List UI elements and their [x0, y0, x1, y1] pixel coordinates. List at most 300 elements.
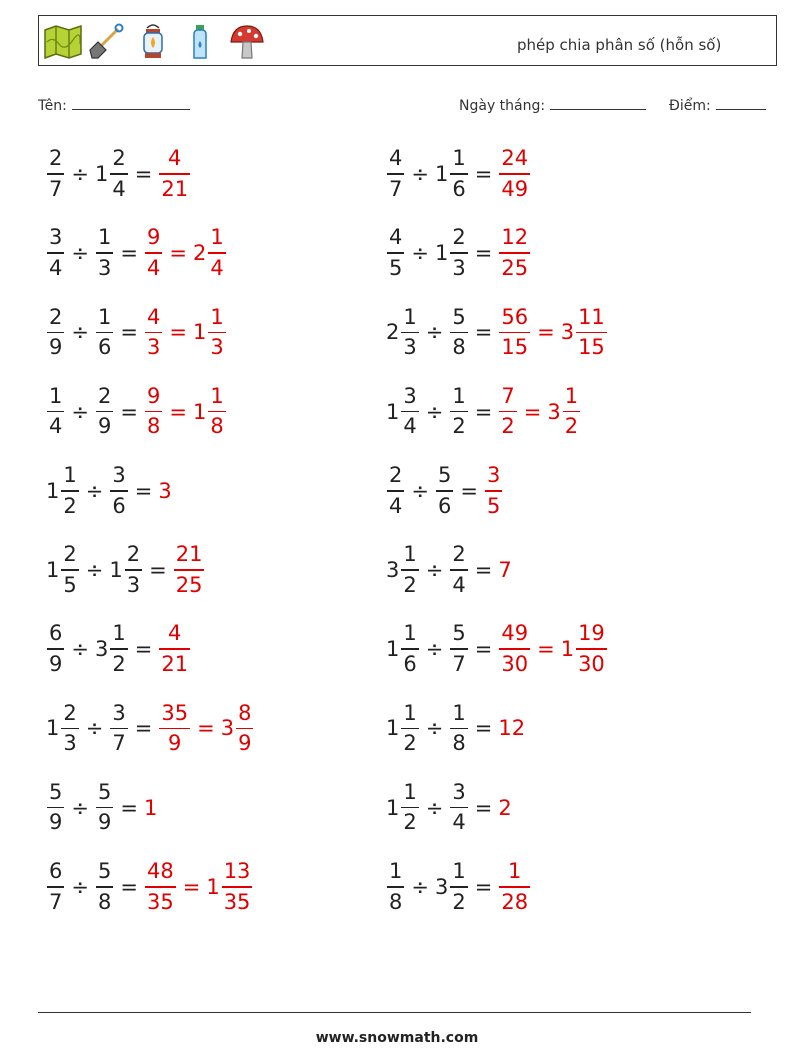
score-label: Điểm: [669, 98, 711, 114]
numerator: 4 [168, 621, 182, 646]
shovel-icon [86, 22, 126, 62]
numerator: 1 [49, 383, 63, 408]
denominator: 8 [452, 335, 466, 360]
numerator: 1 [564, 383, 579, 408]
dividend [386, 700, 420, 756]
numerator: 24 [501, 146, 529, 171]
answer-value [498, 558, 512, 582]
equals-sign: = [120, 874, 138, 899]
fraction [61, 465, 78, 517]
fraction [450, 544, 467, 596]
numerator: 35 [161, 700, 189, 725]
fraction [450, 383, 467, 439]
problem-item [46, 857, 253, 917]
denominator: 6 [437, 493, 452, 518]
numerator: 2 [49, 304, 63, 329]
fraction [401, 304, 418, 360]
answer-value [498, 861, 531, 913]
problem-item [386, 857, 531, 917]
fraction [47, 861, 64, 913]
numerator: 9 [146, 225, 161, 250]
divide-sign: ÷ [85, 558, 104, 582]
fraction [450, 779, 467, 835]
equals-sign: = [474, 795, 493, 820]
divisor [95, 623, 129, 675]
whole-number: 3 [220, 716, 235, 741]
answer [144, 383, 227, 439]
fraction [61, 700, 78, 756]
denominator: 7 [452, 651, 466, 676]
dividend [46, 544, 80, 596]
numerator: 2 [452, 225, 466, 250]
problem-item [386, 619, 608, 679]
fraction [96, 779, 113, 835]
divide-sign: ÷ [71, 637, 89, 662]
numerator: 2 [63, 700, 77, 725]
numerator: 21 [175, 542, 203, 567]
denominator: 7 [49, 889, 63, 914]
answer-mixed-number [561, 623, 608, 675]
whole-number: 2 [192, 241, 207, 266]
numerator: 1 [210, 383, 224, 408]
divisor [449, 304, 468, 360]
fraction [401, 623, 418, 675]
map-icon [43, 22, 83, 62]
divide-sign: ÷ [411, 874, 429, 899]
numerator: 2 [112, 146, 126, 171]
divisor [449, 544, 468, 596]
divisor [95, 148, 129, 200]
answer [158, 623, 191, 675]
numerator: 1 [63, 463, 77, 488]
denominator: 4 [389, 493, 403, 518]
numerator: 1 [403, 621, 417, 646]
answer-mixed-number [192, 304, 227, 360]
fraction [450, 623, 467, 675]
equals-sign: = [120, 795, 138, 820]
denominator: 21 [161, 651, 189, 676]
denominator: 3 [126, 572, 141, 597]
numerator: 4 [389, 146, 403, 171]
denominator: 8 [452, 731, 466, 756]
answer-equals-sign: = [197, 716, 215, 741]
lantern-icon [133, 22, 173, 62]
whole-number: 1 [560, 637, 575, 662]
answer-value [158, 479, 172, 503]
dividend [386, 383, 420, 439]
answer [158, 700, 254, 756]
dividend [386, 465, 405, 517]
fraction [499, 227, 530, 279]
divide-sign: ÷ [425, 558, 444, 582]
header-box [38, 15, 777, 66]
denominator: 9 [97, 414, 112, 439]
numerator: 3 [112, 700, 126, 725]
denominator: 7 [49, 176, 63, 201]
divisor [95, 779, 114, 835]
answer-value [498, 796, 512, 820]
denominator: 8 [97, 889, 112, 914]
fraction [110, 465, 127, 517]
fraction [401, 544, 418, 596]
denominator: 9 [49, 810, 63, 835]
numerator: 5 [437, 463, 452, 488]
divisor [95, 304, 114, 360]
fraction [47, 623, 64, 675]
numerator: 13 [223, 859, 251, 884]
divide-sign: ÷ [71, 241, 89, 266]
numerator: 1 [452, 383, 466, 408]
fraction [96, 383, 113, 439]
problem-item [386, 698, 526, 758]
whole-number: 1 [386, 716, 400, 741]
equals-sign: = [460, 478, 478, 503]
dividend [386, 304, 420, 360]
denominator: 4 [210, 255, 224, 280]
denominator: 28 [501, 889, 529, 914]
fraction [485, 465, 502, 517]
denominator: 25 [175, 572, 203, 597]
whole-number: 1 [434, 162, 449, 186]
numerator: 1 [403, 304, 417, 329]
answer [158, 479, 172, 503]
equals-sign: = [474, 399, 493, 424]
numerator: 1 [508, 859, 522, 884]
numerator: 2 [97, 383, 112, 408]
whole-number: 1 [46, 716, 60, 741]
numerator: 5 [49, 779, 63, 804]
answer-equals-sign: = [169, 399, 187, 424]
dividend [46, 465, 80, 517]
denominator: 3 [97, 255, 112, 280]
denominator: 8 [210, 414, 224, 439]
denominator: 2 [112, 651, 126, 676]
fraction [450, 700, 467, 756]
fraction [436, 465, 453, 517]
divide-sign: ÷ [411, 241, 429, 266]
denominator: 49 [501, 176, 529, 201]
problem-item [46, 619, 191, 679]
numerator: 48 [146, 859, 174, 884]
answer-mixed-number [193, 227, 227, 279]
numerator: 19 [578, 621, 605, 646]
dividend [46, 227, 65, 279]
denominator: 35 [146, 889, 174, 914]
denominator: 2 [403, 731, 417, 756]
numerator: 2 [49, 146, 63, 171]
denominator: 9 [49, 651, 63, 676]
answer [144, 227, 227, 279]
answer-value [498, 304, 531, 360]
numerator: 5 [452, 304, 466, 329]
denominator: 3 [146, 335, 161, 360]
fraction [450, 148, 467, 200]
numerator: 3 [486, 463, 501, 488]
answer [498, 558, 512, 582]
fraction [145, 861, 176, 913]
dividend [46, 779, 65, 835]
answer-value [144, 227, 163, 279]
denominator: 25 [501, 255, 529, 280]
date-blank [550, 95, 646, 110]
fraction [145, 227, 162, 279]
answer-equals-sign: = [537, 637, 555, 662]
denominator: 2 [63, 493, 77, 518]
fraction [450, 304, 467, 360]
dividend [46, 383, 65, 439]
answer-value [498, 227, 531, 279]
denominator: 2 [452, 889, 466, 914]
fraction [387, 148, 404, 200]
answer-equals-sign: = [523, 399, 542, 424]
equals-sign: = [120, 399, 138, 424]
divide-sign: ÷ [425, 320, 444, 345]
denominator: 4 [452, 572, 466, 597]
numerator: 7 [501, 383, 515, 408]
fraction [208, 304, 225, 360]
answer-value [498, 623, 531, 675]
denominator: 9 [97, 810, 112, 835]
problem-item [386, 302, 608, 362]
fraction [208, 227, 225, 279]
fraction [96, 304, 113, 360]
whole-number: 1 [192, 399, 207, 424]
footer-divider [38, 1012, 751, 1013]
fraction [499, 383, 516, 439]
numerator: 1 [452, 859, 466, 884]
numerator: 1 [97, 225, 112, 250]
divisor [95, 383, 114, 439]
problem-item [46, 778, 158, 838]
answer-value [498, 148, 531, 200]
fraction [387, 227, 404, 279]
fraction [387, 861, 404, 913]
numerator: 5 [452, 621, 466, 646]
divisor [109, 544, 143, 596]
fraction [401, 779, 418, 835]
problem-item [46, 540, 205, 600]
answer-equals-sign: = [182, 874, 201, 899]
answer-value [158, 623, 191, 675]
numerator: 11 [578, 304, 605, 329]
whole-number: 1 [386, 399, 400, 424]
divide-sign: ÷ [71, 320, 89, 345]
answer-value [498, 383, 517, 439]
fraction [499, 304, 530, 360]
fraction [450, 861, 467, 913]
dividend [386, 861, 405, 913]
fraction [47, 779, 64, 835]
worksheet-title: phép chia phân số (hỗn số) [517, 36, 722, 54]
numerator: 2 [389, 463, 403, 488]
fraction [563, 383, 580, 439]
dividend [386, 227, 405, 279]
fraction [61, 544, 78, 596]
fraction [47, 383, 64, 439]
fraction [450, 227, 467, 279]
dividend [46, 861, 65, 913]
date-field [459, 95, 646, 114]
denominator: 21 [161, 176, 189, 201]
dividend [386, 544, 420, 596]
denominator: 6 [97, 335, 112, 360]
divisor [109, 465, 128, 517]
numerator: 49 [501, 621, 529, 646]
numerator: 1 [389, 859, 403, 884]
numerator: 3 [452, 779, 466, 804]
equals-sign: = [474, 241, 493, 266]
whole-number: 1 [386, 637, 400, 662]
problem-item [46, 144, 191, 204]
answer-value [144, 383, 163, 439]
answer-value [158, 700, 191, 756]
numerator: 3 [49, 225, 63, 250]
numerator: 2 [63, 542, 77, 567]
fraction [222, 861, 253, 913]
numerator: 1 [452, 700, 466, 725]
divide-sign: ÷ [85, 716, 104, 741]
divisor [449, 383, 468, 439]
name-field [38, 95, 190, 114]
mushroom-icon [227, 22, 267, 62]
divisor [95, 861, 114, 913]
numerator: 5 [97, 779, 112, 804]
numerator: 3 [403, 383, 417, 408]
dividend [46, 623, 65, 675]
answer-equals-sign: = [537, 320, 555, 345]
answer [484, 465, 503, 517]
whole-number: 1 [192, 320, 207, 345]
answer [498, 861, 531, 913]
dividend [46, 304, 65, 360]
answer-value [498, 716, 526, 740]
problem-item [46, 302, 227, 362]
whole-number: 7 [498, 558, 512, 582]
divisor [95, 227, 114, 279]
numerator: 6 [49, 859, 63, 884]
denominator: 6 [452, 176, 466, 201]
fraction [47, 304, 64, 360]
dividend [386, 148, 405, 200]
denominator: 6 [403, 651, 417, 676]
equals-sign: = [134, 478, 153, 503]
denominator: 4 [146, 255, 161, 280]
fraction [159, 623, 190, 675]
fraction [145, 304, 162, 360]
divisor [435, 148, 469, 200]
numerator: 8 [238, 700, 252, 725]
numerator: 1 [403, 700, 417, 725]
problem-item [46, 382, 227, 442]
divisor [435, 465, 454, 517]
numerator: 2 [452, 542, 466, 567]
denominator: 2 [403, 572, 417, 597]
fraction [499, 148, 530, 200]
whole-number: 1 [94, 162, 109, 186]
equals-sign: = [474, 716, 493, 741]
equals-sign: = [134, 637, 153, 662]
equals-sign: = [134, 162, 153, 186]
problem-item [46, 698, 254, 758]
whole-number: 3 [386, 558, 400, 582]
name-label: Tên: [38, 98, 67, 114]
divide-sign: ÷ [71, 795, 89, 820]
answer-value [144, 304, 163, 360]
denominator: 5 [486, 493, 501, 518]
denominator: 3 [210, 335, 224, 360]
divide-sign: ÷ [85, 478, 104, 503]
divide-sign: ÷ [425, 716, 444, 741]
numerator: 1 [403, 542, 417, 567]
answer-mixed-number [220, 700, 255, 756]
answer [498, 383, 581, 439]
denominator: 4 [49, 414, 63, 439]
whole-number: 2 [386, 320, 400, 345]
fraction [110, 700, 127, 756]
equals-sign: = [134, 716, 153, 741]
equals-sign: = [120, 320, 138, 345]
date-label: Ngày tháng: [459, 98, 546, 114]
divisor [449, 700, 468, 756]
denominator: 30 [578, 651, 605, 676]
numerator: 1 [112, 621, 126, 646]
answer [498, 623, 607, 675]
numerator: 1 [403, 779, 417, 804]
answer-equals-sign: = [169, 241, 187, 266]
fraction [96, 861, 113, 913]
divide-sign: ÷ [411, 162, 429, 186]
answer-value [173, 544, 206, 596]
answer-mixed-number [192, 383, 227, 439]
numerator: 5 [97, 859, 112, 884]
answer [144, 796, 158, 820]
problem-item [386, 382, 581, 442]
fraction [236, 700, 253, 756]
answer [144, 861, 253, 913]
numerator: 2 [126, 542, 141, 567]
answer-equals-sign: = [169, 320, 187, 345]
fraction [576, 304, 607, 360]
denominator: 8 [389, 889, 403, 914]
divisor [109, 700, 128, 756]
denominator: 3 [403, 335, 417, 360]
fraction [576, 623, 607, 675]
answer [498, 227, 531, 279]
whole-number: 1 [206, 874, 220, 899]
equals-sign: = [149, 558, 167, 582]
whole-number: 3 [560, 320, 575, 345]
numerator: 56 [501, 304, 529, 329]
answer-value [158, 148, 191, 200]
whole-number: 3 [434, 874, 449, 899]
divisor [449, 779, 468, 835]
denominator: 35 [223, 889, 251, 914]
numerator: 1 [210, 225, 224, 250]
denominator: 9 [238, 731, 252, 756]
equals-sign: = [474, 558, 493, 582]
denominator: 2 [501, 414, 515, 439]
whole-number: 12 [498, 716, 526, 741]
fraction [159, 700, 190, 756]
denominator: 5 [389, 255, 403, 280]
fraction [125, 544, 142, 596]
fraction [145, 383, 162, 439]
denominator: 4 [112, 176, 126, 201]
equals-sign: = [120, 241, 138, 266]
answer-mixed-number [547, 383, 581, 439]
name-blank [72, 95, 190, 110]
divide-sign: ÷ [411, 478, 429, 503]
